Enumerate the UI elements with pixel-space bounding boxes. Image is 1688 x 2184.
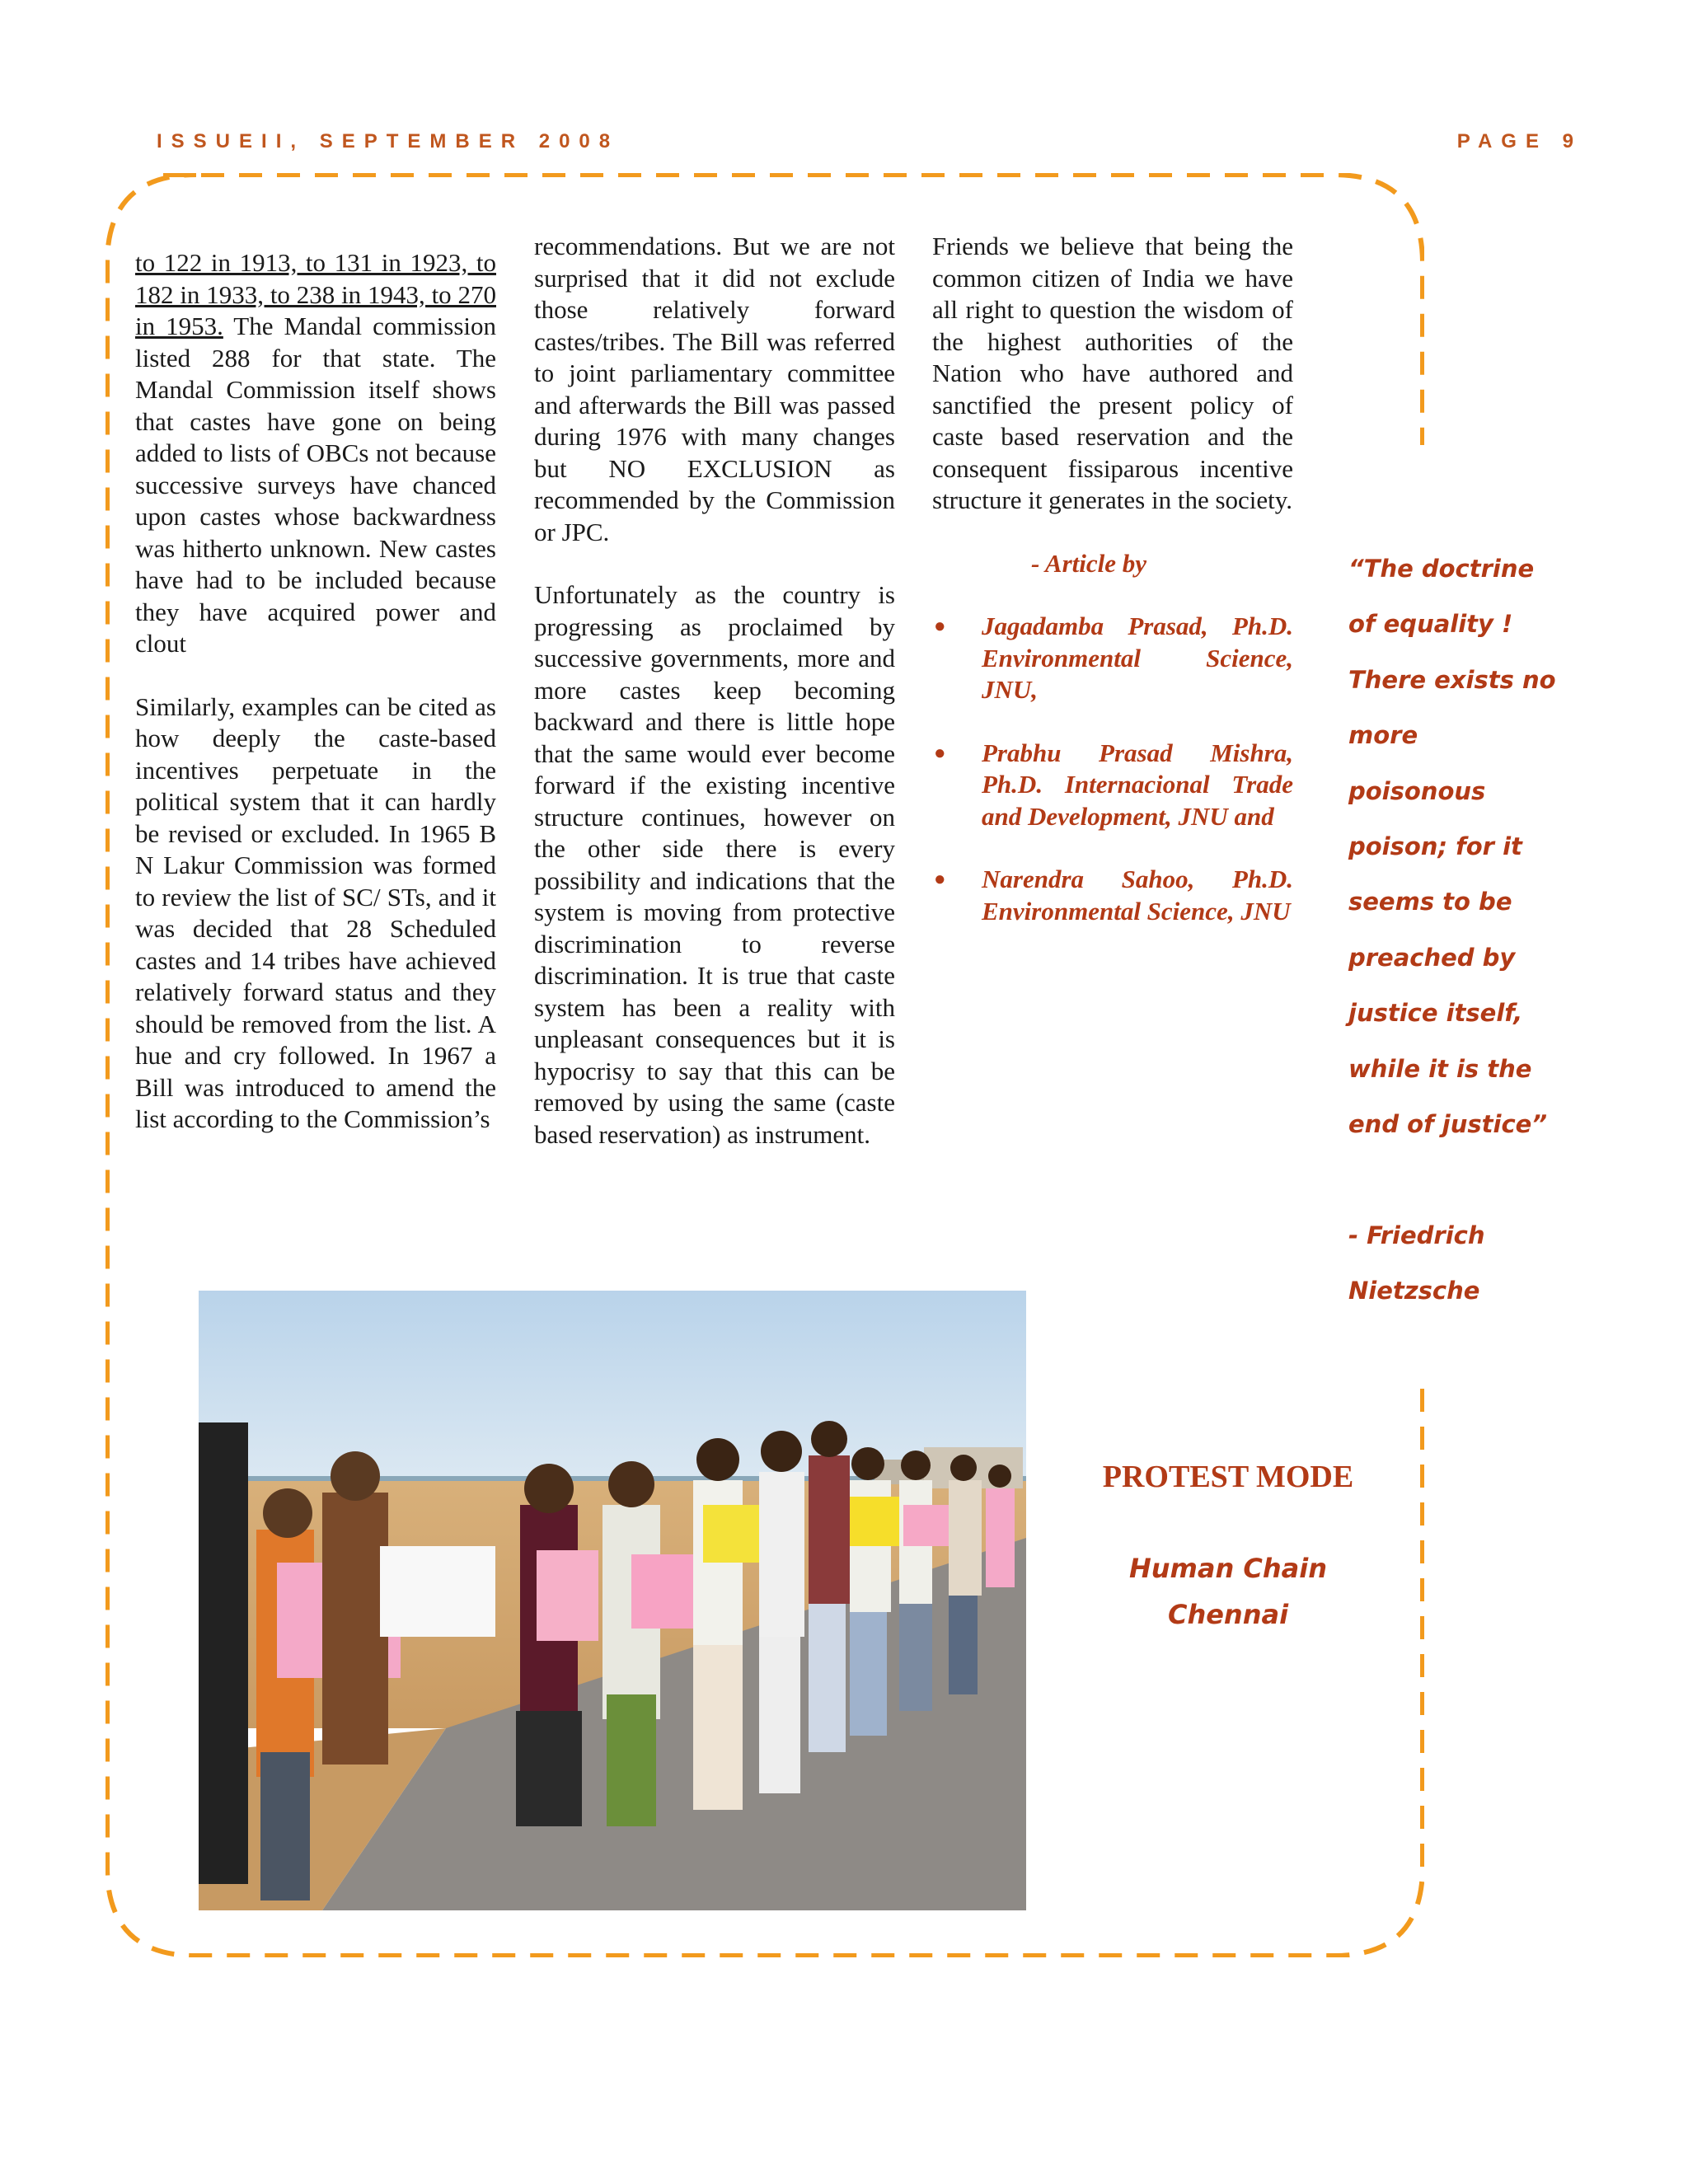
quote-line: “The doctrine [1348, 555, 1535, 583]
quote-line: seems to be [1348, 888, 1512, 916]
paragraph: recommendations. But we are not surprised that it did not exclude those relatively forward castes/tribes. The Bill was referred to joint parliamentary committee and afterwards the Bill was passed during 1976 with many changes but NO EXCLUSION as recommended by the Commission or JPC. [534, 232, 895, 546]
author-text: Prabhu Prasad Mishra, Ph.D. Internacional Trade and Development, JNU and [982, 738, 1293, 831]
author-text: Narendra Sahoo, Ph.D. Environmental Science, JNU [982, 865, 1293, 926]
quote-attribution: - Friedrich [1348, 1221, 1485, 1249]
issue-date: ISSUEII, SEPTEMBER 2008 [157, 130, 620, 152]
nietzsche-quote [1348, 541, 1554, 1319]
paragraph: Similarly, examples can be cited as how deeply the caste-based incentives perpetuate in the political system that it can hardly be revised or excluded. In 1965 B N Lakur Commission was formed to review the list of SC/ STs, and it was decided that 28 Scheduled castes and 14 tribes have achieved relatively forward status and they should be removed from the list. A hue and cry followed. In 1967 a Bill was introduced to amend the list according to the Commission’s [135, 691, 496, 1133]
quote-line: more [1348, 721, 1418, 750]
quote-line: while it is the [1348, 1054, 1532, 1083]
underlined-years: to 122 in 1913, to 131 in 1923, to 182 in 1933, to 238 in 1943, to 270 in 1953. [135, 248, 496, 340]
author-item [932, 864, 1293, 927]
author-text: Jagadamba Prasad, Ph.D. Environmental Science, JNU, [982, 612, 1293, 704]
quote-line: of equality ! [1348, 610, 1513, 639]
page-header [157, 130, 1582, 158]
caption-line: Chennai [1167, 1599, 1289, 1630]
protest-photo [199, 1291, 1026, 1910]
article-column-1 [135, 247, 496, 1167]
bullet-icon: ● [934, 616, 946, 637]
quote-line: poison; for it [1348, 832, 1522, 861]
paragraph [135, 247, 496, 660]
bullet-icon: ● [934, 869, 946, 890]
paragraph: Unfortunately as the country is progressing as proclaimed by successive governments, more and more castes keep becoming backward and there is little hope that the same would ever become forward if the existing incentive structure continues, however on the other side there is every possibility and indications that the system is moving from protective discrimination to reverse discrimination. It is true that caste system has been a reality with unpleasant consequences but it is hypocrisy to say that this can be removed by using the same (caste based reservation) as instrument. [534, 580, 895, 1149]
quote-line [1348, 1152, 1554, 1207]
photo-caption-title: PROTEST MODE [1102, 1460, 1354, 1494]
author-item [932, 738, 1293, 833]
author-item [932, 611, 1293, 706]
quote-line: justice itself, [1348, 999, 1523, 1028]
author-byline [932, 548, 1293, 928]
caption-line: Human Chain [1128, 1553, 1328, 1584]
page-number: PAGE 9 [1456, 130, 1582, 152]
article-column-2 [534, 231, 895, 1182]
quote-line: poisonous [1348, 776, 1486, 805]
paragraph-text: The Mandal commission listed 288 for that state. The Mandal Commission itself shows that castes have gone on being added to lists of OBCs not because successive surveys have chanced upon castes whose backwardness was hitherto unknown. New castes have had to be included because they have acquired power and clout [135, 312, 496, 658]
quote-attribution: Nietzsche [1348, 1277, 1480, 1305]
photo-caption-subtitle [1071, 1545, 1385, 1638]
quote-line: There exists no [1348, 665, 1556, 694]
quote-line: preached by [1348, 943, 1516, 972]
author-list [932, 611, 1293, 927]
article-column-3 [932, 231, 1293, 958]
byline-label: - Article by [1031, 548, 1147, 578]
paragraph: Friends we believe that being the common citizen of India we have all right to question the wisdom of the highest authorities of the Nation who have authored and sanctified the present policy of caste based reservation and the consequent fissiparous incentive structure it generates in the society. [932, 232, 1293, 514]
quote-line: end of justice” [1348, 1110, 1547, 1139]
bullet-icon: ● [934, 742, 946, 764]
